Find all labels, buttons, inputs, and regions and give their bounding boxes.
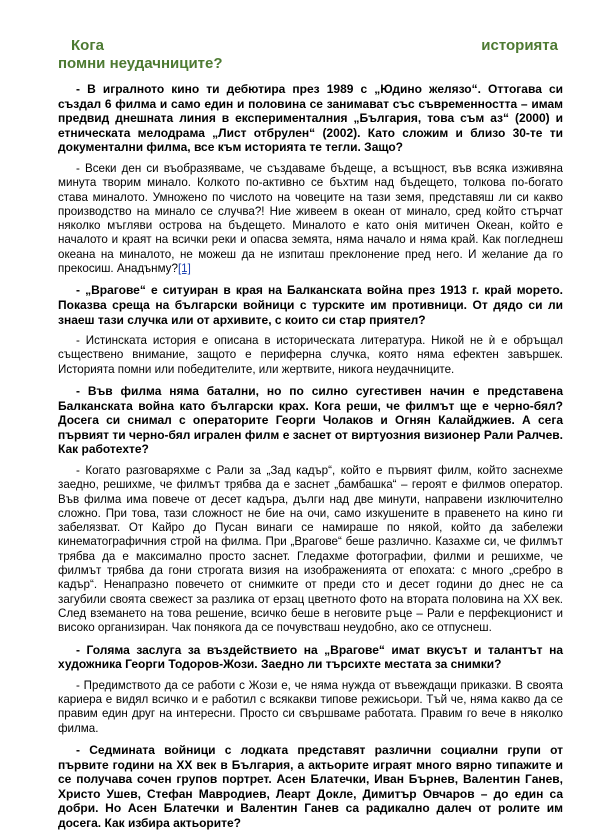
question-2: - „Врагове“ е ситуиран в края на Балканската война през 1913 г. край морето. Показва среща на български войници с турските им противници. От дядо си ли знаеш тази случка или от архивите, с които си стар приятел? — [58, 283, 563, 327]
title-part-3: помни неудачниците? — [58, 55, 223, 72]
question-5: - Седмината войници с лодката представят различни социални групи от първите години на ХХ век в България, а актьорите играят много вярно типажите и се получава сочен групов портрет. Асен Блатечки, Иван Бърнев, Валентин Ганев, Христо Ушев, Стефан Мавродиев, Леарт Докле, Димитър Овчаров – до един са добри. Но Асен Блатечки и Валентин Ганев са радикално далеч от ролите им досега. Как избира актьорите? — [58, 742, 563, 830]
answer-1-text: - Всеки ден си въобразяваме, че създаваме бъдеще, а всъщност, във всяка изживяна минута творим минало. Колкото по-активно се бъхтим над бъдещето, толкова по-богато става миналото. Умножено по числото на човеците на тази земя, представяш ли си какво производство на минало се случва?! Ние живеем в океан от минало, сред който стърчат няколко мъгляви острова на бъдещето. Миналото е като онія митичен Океан, който е началото и краят на всички реки и опасва земята, няма начало и няма край. Как погледнеш океана на миналото, не можеш да не изпиташ преклонение пред него. И желание да го прекосиш. Анадънму? — [58, 161, 563, 276]
footnote-link[interactable]: [1] — [177, 262, 191, 276]
answer-3: - Когато разговаряхме с Рали за „Зад кадър“, който е първият филм, който заснехме заедно, решихме, че филмът трябва да е заснет „бамбашка“ – героят е филмов оператор. Във филма има повече от десет кадъра, дълги над две минути, направени изключително сложно. При това, тази сложност не бие на очи, само изкушените в правенето на кино ги забелязват. От Кайро до Пусан винаги се намираше по някой, който да забележи кинематографичния строй на филма. При „Врагове“ беше различно. Казахме си, че филмът трябва да е максимално просто заснет. Гледахме фотографии, филми и решихме, че филмът трябва да гони строгата визия на изображенията от епохата: с много „сребро в кадър“. Ненапразно повечето от снимките от преди сто и десет години до днес не са загубили своята свежест за разлика от ерзац цветното фото на втората половина на ХХ век. След вземането на това решение, всичко беше в неговите ръце – Рали е перфекционист и високо организиран. Чак понякога да се почувстваш неудобно, ако се отпуснеш. — [58, 463, 563, 635]
title-part-1: Кога — [71, 37, 104, 54]
answer-2: - Истинската история е описана в историческата литература. Никой не ѝ е обръщал съществено внимание, защото е периферна случка, която няма ефектен завършек. Историята помни или победителите, или жертвите, никога неудачниците. — [58, 334, 563, 376]
question-1: - В игралното кино ти дебютира през 1989 с „Юдино желязо“. Оттогава си създал 6 филма и само един и половина се занимават със съвременността – имам предвид днешната линия в експерименталния „България, това съм аз“ (2000) и етническата мелодрама „Лист отбрулен“ (2002). Като сложим и близо 30-те ти документални филма, все към историята те тегли. Защо? — [58, 82, 563, 155]
answer-4: - Предимството да се работи с Жози е, че няма нужда от въвеждащи приказки. В своята кариера е видял всичко и е работил с всякакви типове режисьори. Тъй че, няма какво да се правим един друг на интересни. Просто си свършваме работата. Правим го вече в няколко филма. — [58, 678, 563, 735]
title-part-2: историята — [481, 37, 558, 54]
question-4: - Голяма заслуга за въздействието на „Врагове“ имат вкусът и талантът на художника Георги Тодоров-Жози. Заедно ли търсихте местата за снимки? — [58, 642, 563, 672]
article-body — [58, 82, 563, 837]
answer-1 — [58, 162, 563, 276]
question-3: - Във филма няма батални, но по силно сугестивен начин е представена Балканската война като български крах. Кога реши, че филмът ще е черно-бял? Досега си снимал с операторите Георги Чолаков и Огнян Калайджиев. А сега първият ти черно-бял игрален филм е заснет от виртуозния визионер Рали Ралчев. Как работехте? — [58, 384, 563, 457]
article-title — [58, 37, 558, 73]
